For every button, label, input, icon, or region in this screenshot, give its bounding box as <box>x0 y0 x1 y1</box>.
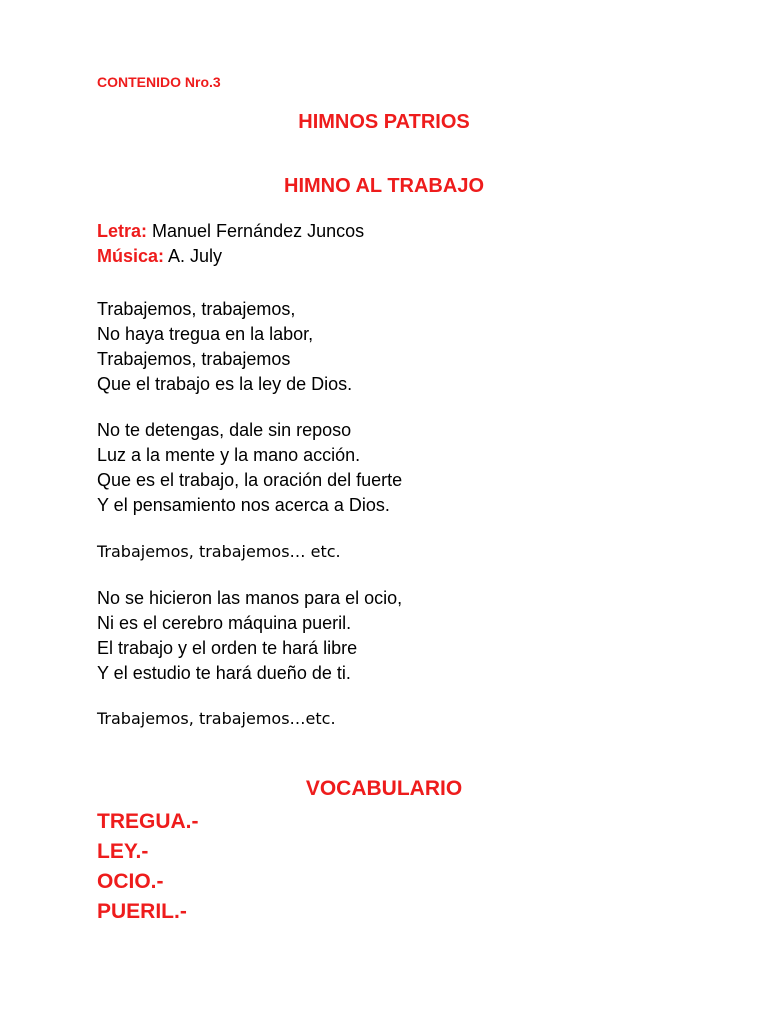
stanza-2 <box>97 418 402 518</box>
music-label: Música: <box>97 246 165 266</box>
vocabulary-term: LEY.- <box>97 840 149 863</box>
chorus-reference-2 <box>97 706 336 731</box>
lyrics-label: Letra: <box>97 221 148 241</box>
verse-line: No haya tregua en la labor, <box>97 324 314 344</box>
vocabulary-term: OCIO.- <box>97 870 164 893</box>
verse-line: Trabajemos, trabajemos <box>97 349 291 369</box>
lyrics-credit <box>97 219 364 244</box>
verse-line: Trabajemos, trabajemos…etc. <box>97 709 336 728</box>
verse-line: Ni es el cerebro máquina pueril. <box>97 613 352 633</box>
verse-line: No se hicieron las manos para el ocio, <box>97 588 403 608</box>
vocabulary-list <box>97 807 199 927</box>
verse-line: Y el estudio te hará dueño de ti. <box>97 663 351 683</box>
credits <box>97 219 364 269</box>
verse-line: El trabajo y el orden te hará libre <box>97 638 358 658</box>
section-title: HIMNOS PATRIOS <box>298 111 470 133</box>
stanza-1 <box>97 297 352 397</box>
vocabulary-title: VOCABULARIO <box>305 777 463 800</box>
verse-line: Luz a la mente y la mano acción. <box>97 445 361 465</box>
anthem-title: HIMNO AL TRABAJO <box>284 175 484 197</box>
verse-line: Que es el trabajo, la oración del fuerte <box>97 470 403 490</box>
verse-line: Que el trabajo es la ley de Dios. <box>97 374 353 394</box>
verse-line: Trabajemos, trabajemos, <box>97 299 296 319</box>
music-credit <box>97 244 364 269</box>
vocabulary-term: TREGUA.- <box>97 810 199 833</box>
music-author: A. July <box>164 246 223 266</box>
content-number-label: CONTENIDO Nro.3 <box>97 74 221 90</box>
chorus-reference-1 <box>97 539 341 564</box>
stanza-3 <box>97 586 402 686</box>
verse-line: No te detengas, dale sin reposo <box>97 420 352 440</box>
verse-line: Trabajemos, trabajemos… etc. <box>97 542 341 561</box>
verse-line: Y el pensamiento nos acerca a Dios. <box>97 495 390 515</box>
lyrics-author: Manuel Fernández Juncos <box>147 221 365 241</box>
vocabulary-term: PUERIL.- <box>97 900 187 923</box>
